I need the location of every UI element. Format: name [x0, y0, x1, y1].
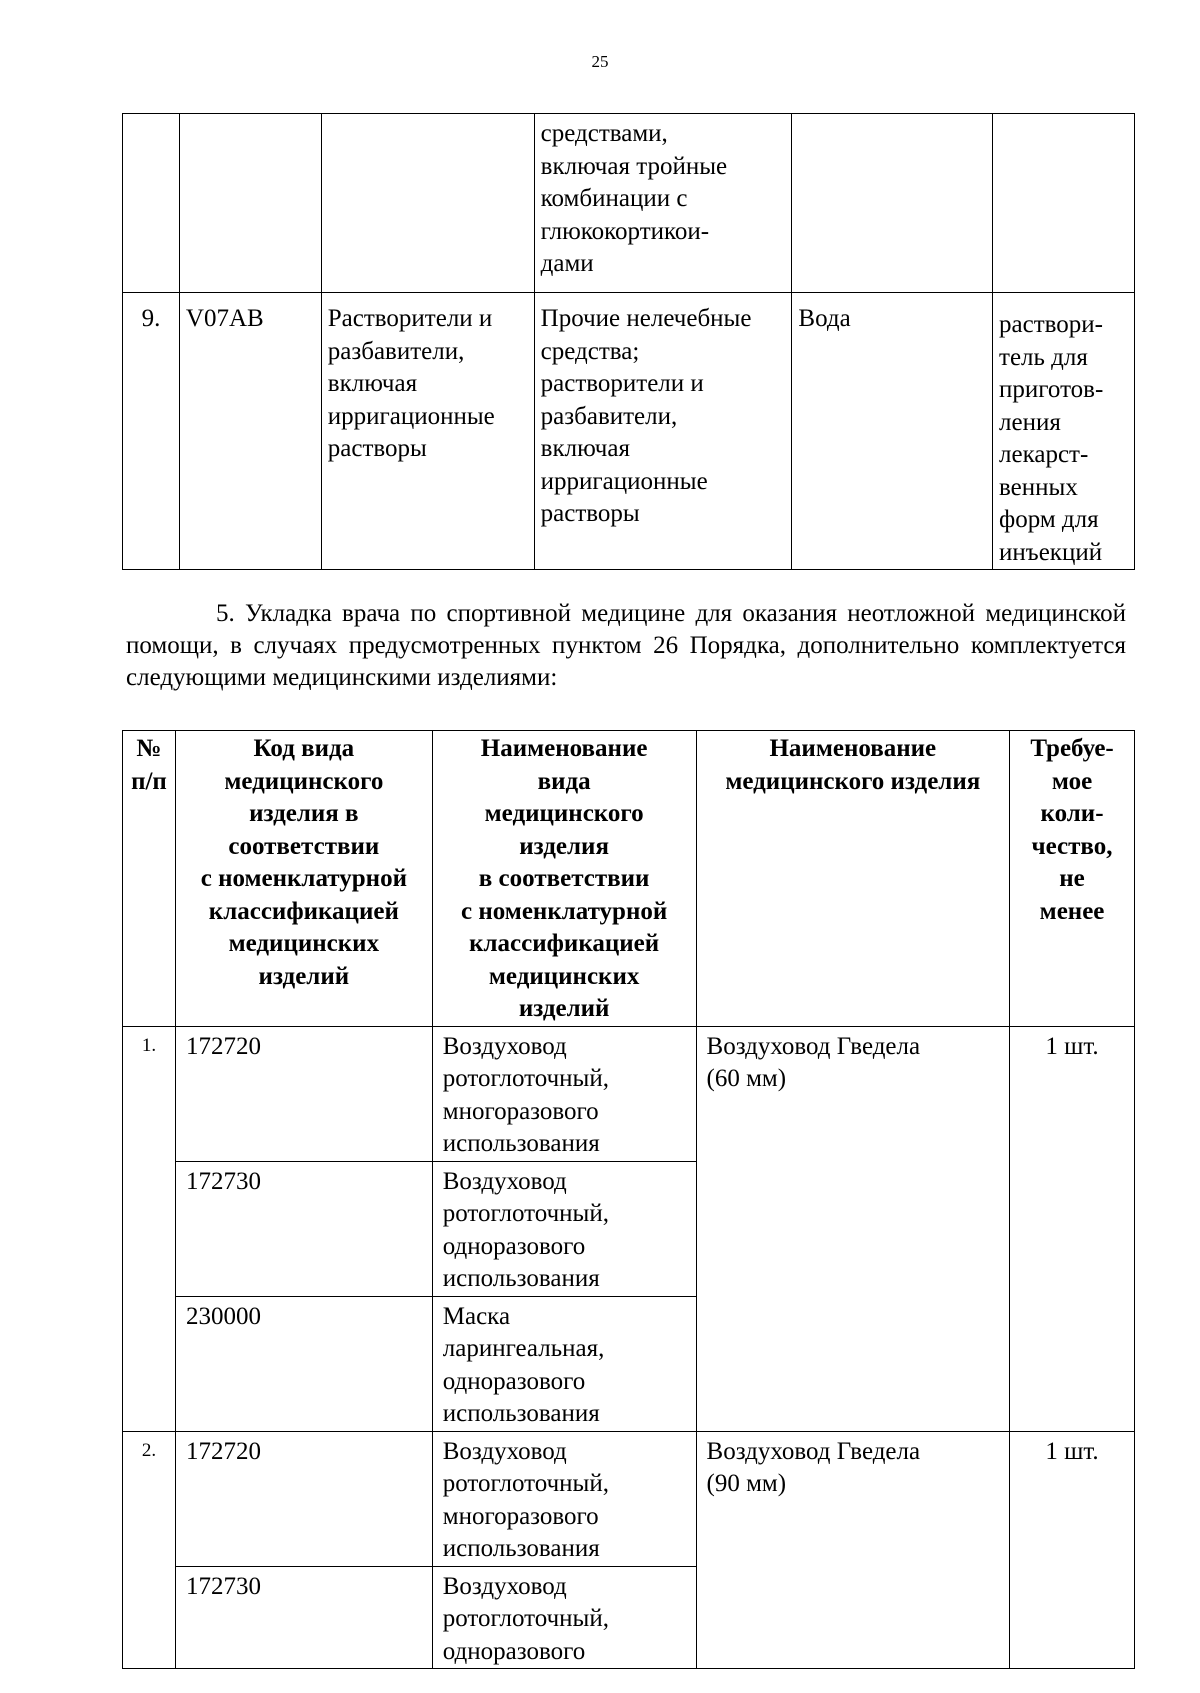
subgroup-cell: Прочие нелечебные средства; растворители и разбавители, включая ирригационные растворы: [534, 293, 792, 570]
device-code: 172730: [175, 1161, 432, 1296]
table-row: [123, 114, 1135, 293]
row-number: 9.: [123, 293, 180, 570]
device-kind: Маска ларингеальная, одноразового использования: [432, 1296, 696, 1431]
device-name: Воздуховод Гведела (90 мм): [696, 1431, 1010, 1669]
table-row: [123, 293, 1135, 570]
device-kind: Воздуховод ротоглоточный, многоразового использования: [432, 1431, 696, 1566]
device-code: 172720: [175, 1026, 432, 1161]
header-num: № п/п: [123, 731, 176, 1027]
page-number: 25: [591, 52, 609, 71]
device-code: 230000: [175, 1296, 432, 1431]
medicine-table: [122, 113, 1135, 570]
device-kind: Воздуховод ротоглоточный, одноразового использования: [432, 1161, 696, 1296]
header-kind: Наименование вида медицинского изделия в соответствии с номенклатурной классификацией медицинских изделий: [432, 731, 696, 1027]
device-code: 172730: [175, 1566, 432, 1669]
subgroup-cell: средствами, включая тройные комбинации с глюкокортикои- дами: [534, 114, 792, 293]
row-number: 2.: [123, 1431, 176, 1669]
dosage-form: раствори- тель для приготов- ления лекарст- венных форм для инъекций: [993, 293, 1135, 570]
device-qty: 1 шт.: [1010, 1026, 1135, 1431]
section-paragraph: 5. Укладка врача по спортивной медицине для оказания неотложной медицинской помощи, в случаях предусмотренных пунктом 26 Порядка, дополнительно комплектуется следующими медицинскими изделиями:: [126, 600, 1126, 691]
header-row: [123, 731, 1135, 1027]
device-qty: 1 шт.: [1010, 1431, 1135, 1669]
group-cell: Растворители и разбавители, включая ирригационные растворы: [321, 293, 534, 570]
devices-table: [122, 730, 1135, 1669]
medicine-name: Вода: [792, 293, 993, 570]
device-kind: Воздуховод ротоглоточный, многоразового использования: [432, 1026, 696, 1161]
header-qty: Требуе- мое коли- чество, не менее: [1010, 731, 1135, 1027]
table-row: [123, 1431, 1135, 1566]
header-code: Код вида медицинского изделия в соответствии с номенклатурной классификацией медицинских изделий: [175, 731, 432, 1027]
row-number: 1.: [123, 1026, 176, 1431]
header-name: Наименование медицинского изделия: [696, 731, 1010, 1027]
atc-code: V07AB: [179, 293, 321, 570]
table-row: [123, 1026, 1135, 1161]
device-name: Воздуховод Гведела (60 мм): [696, 1026, 1010, 1431]
device-code: 172720: [175, 1431, 432, 1566]
device-kind: Воздуховод ротоглоточный, одноразового: [432, 1566, 696, 1669]
